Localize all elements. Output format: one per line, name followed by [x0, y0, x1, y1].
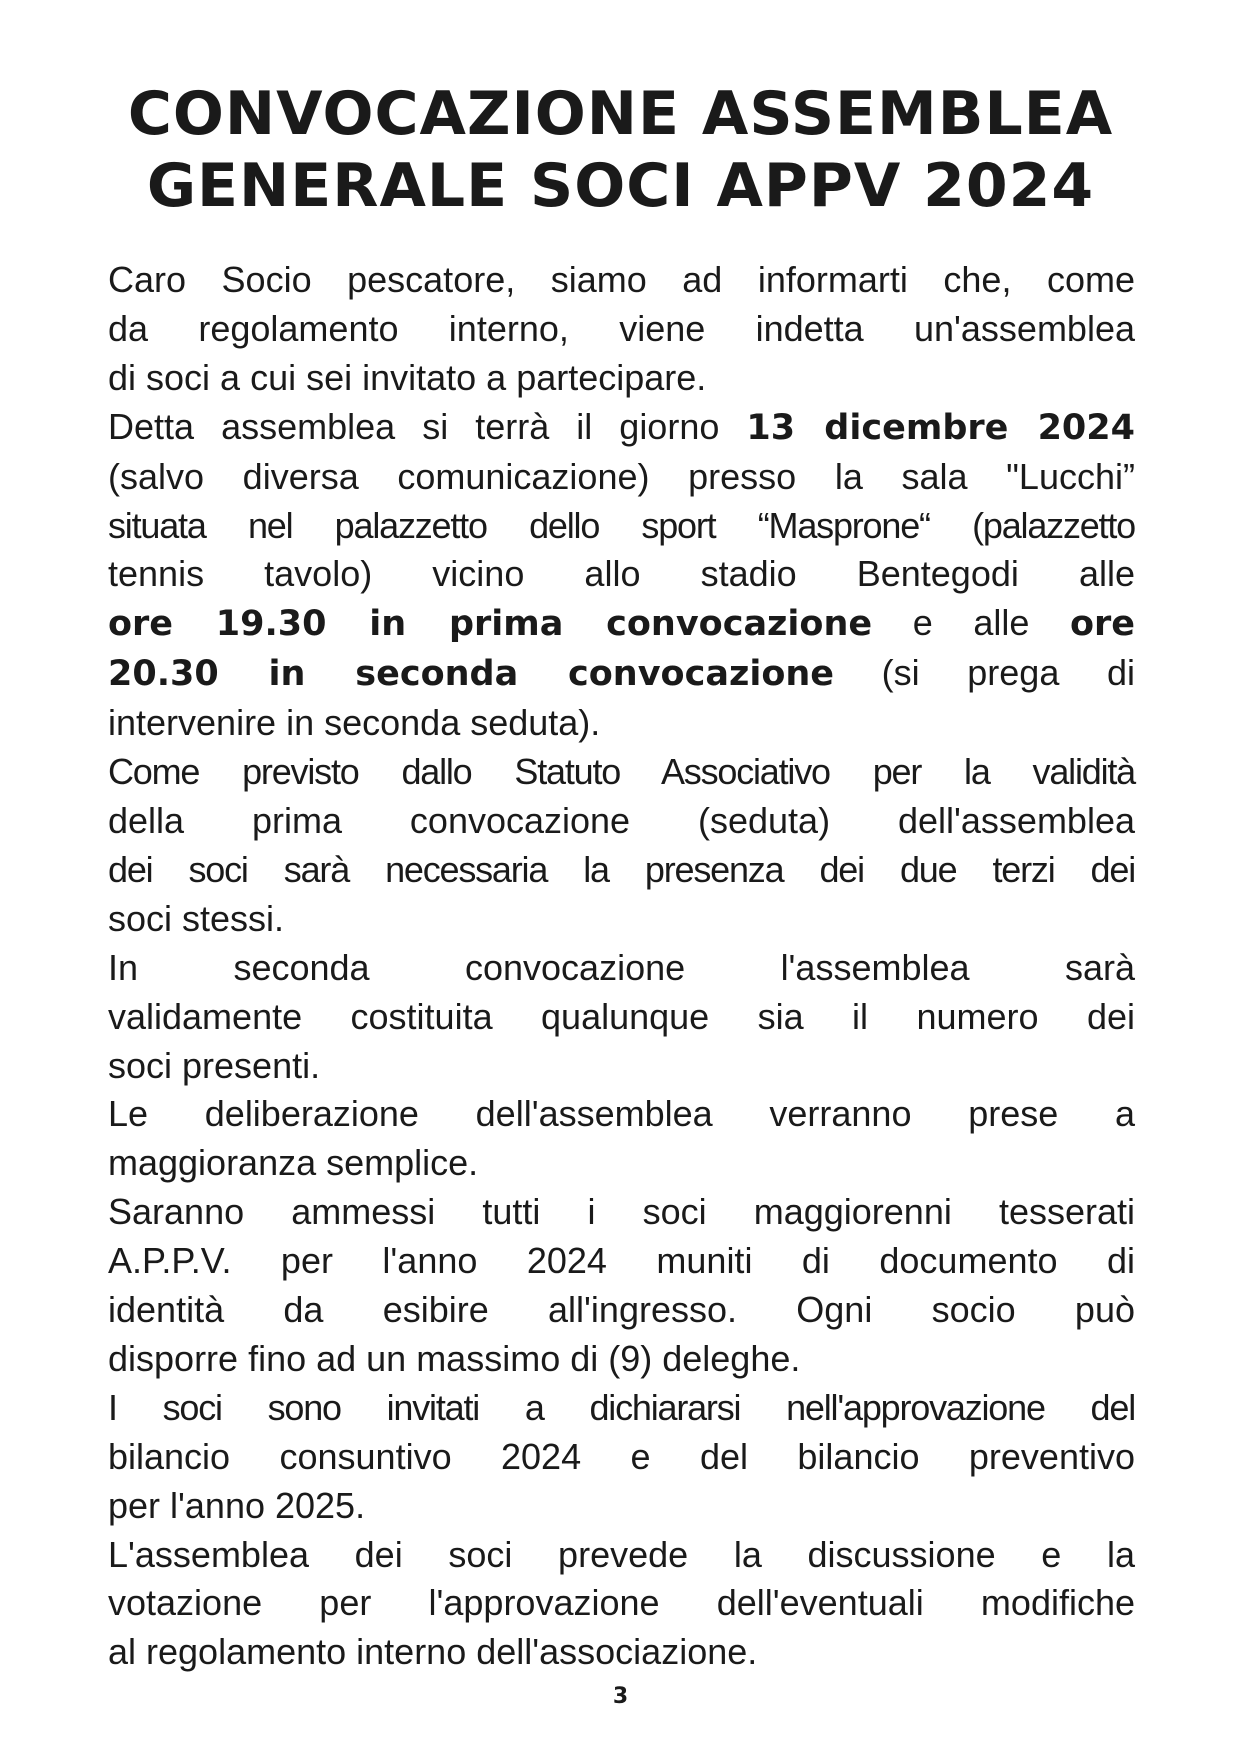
text: soci stessi. — [108, 897, 285, 939]
text: votazione per l'approvazione dell'eventuali modifiche — [108, 1582, 1135, 1624]
text-line — [108, 1188, 1135, 1237]
text-line — [108, 1090, 1135, 1139]
text-line — [108, 1579, 1135, 1628]
text-line — [108, 1286, 1135, 1335]
text-line — [108, 1628, 1135, 1677]
text-line — [108, 550, 1135, 599]
paragraph — [108, 1090, 1135, 1188]
text-line — [108, 1531, 1135, 1580]
text-line — [108, 1482, 1135, 1531]
text: dei soci sarà necessaria la presenza dei due terzi dei — [108, 848, 1135, 890]
text-line — [108, 797, 1135, 846]
text: di soci a cui sei invitato a partecipare. — [108, 356, 707, 398]
text-line — [108, 256, 1135, 305]
bold-text: 20.30 in seconda convocazione — [108, 654, 835, 695]
text: della prima convocazione (seduta) dell'assemblea — [108, 799, 1135, 841]
text: e alle — [872, 602, 1070, 644]
text-line — [108, 649, 1135, 699]
text-line — [108, 748, 1135, 797]
bold-text: 13 dicembre 2024 — [746, 407, 1135, 448]
text-line — [108, 895, 1135, 944]
paragraph — [108, 403, 1135, 748]
text: Come previsto dallo Statuto Associativo per la validità — [108, 751, 1135, 793]
text-line — [108, 1237, 1135, 1286]
text: disporre fino ad un massimo di (9) deleghe. — [108, 1337, 801, 1379]
text-line — [108, 944, 1135, 993]
page-number: 3 — [612, 1684, 629, 1709]
paragraph — [108, 256, 1135, 403]
text-line — [108, 1139, 1135, 1188]
text: I soci sono invitati a dichiararsi nell'approvazione del — [108, 1386, 1135, 1428]
text: bilancio consuntivo 2024 e del bilancio preventivo — [108, 1435, 1135, 1477]
text: intervenire in seconda seduta). — [108, 702, 601, 744]
text-line — [108, 403, 1135, 453]
text: situata nel palazzetto dello sport “Masprone“ (palazzetto — [108, 504, 1135, 546]
paragraph — [108, 748, 1135, 944]
text-line — [108, 502, 1135, 551]
document-body — [108, 256, 1135, 1677]
paragraph — [108, 1188, 1135, 1384]
paragraph — [108, 1384, 1135, 1531]
text-line — [108, 599, 1135, 649]
text: L'assemblea dei soci prevede la discussione e la — [108, 1533, 1135, 1575]
text: Saranno ammessi tutti i soci maggiorenni tesserati — [108, 1191, 1135, 1233]
text: Le deliberazione dell'assemblea verranno prese a — [108, 1093, 1135, 1135]
text-line — [108, 846, 1135, 895]
bold-text: ore 19.30 in prima convocazione — [108, 604, 873, 645]
text: tennis tavolo) vicino allo stadio Bentegodi alle — [108, 553, 1135, 595]
text: identità da esibire all'ingresso. Ogni socio può — [108, 1289, 1135, 1331]
title-line-1: CONVOCAZIONE ASSEMBLEA — [127, 79, 1114, 149]
paragraph — [108, 1531, 1135, 1678]
text-line — [108, 1042, 1135, 1091]
text: per l'anno 2025. — [108, 1484, 366, 1526]
text-line — [108, 1335, 1135, 1384]
text: (salvo diversa comunicazione) presso la sala "Lucchi” — [108, 455, 1135, 497]
text: Caro Socio pescatore, siamo ad informarti che, come — [108, 259, 1135, 300]
text: al regolamento interno dell'associazione. — [108, 1631, 758, 1673]
text: maggioranza semplice. — [108, 1142, 479, 1184]
text-line — [108, 354, 1135, 403]
text-line — [108, 993, 1135, 1042]
text-line — [108, 305, 1135, 354]
title-line-2: GENERALE SOCI APPV 2024 — [146, 151, 1095, 221]
paragraph — [108, 944, 1135, 1091]
text-line — [108, 1433, 1135, 1482]
text: da regolamento interno, viene indetta un'assemblea — [108, 307, 1135, 349]
text-line — [108, 453, 1135, 502]
text: validamente costituita qualunque sia il numero dei — [108, 995, 1135, 1037]
text: In seconda convocazione l'assemblea sarà — [108, 946, 1135, 988]
document-title — [0, 78, 1241, 222]
text-line — [108, 699, 1135, 748]
text: A.P.P.V. per l'anno 2024 muniti di documento di — [108, 1240, 1135, 1282]
text: soci presenti. — [108, 1044, 321, 1086]
bold-text: ore — [1069, 604, 1135, 645]
text: Detta assemblea si terrà il giorno — [108, 405, 747, 447]
text-line — [108, 1384, 1135, 1433]
text: (si prega di — [834, 652, 1135, 694]
